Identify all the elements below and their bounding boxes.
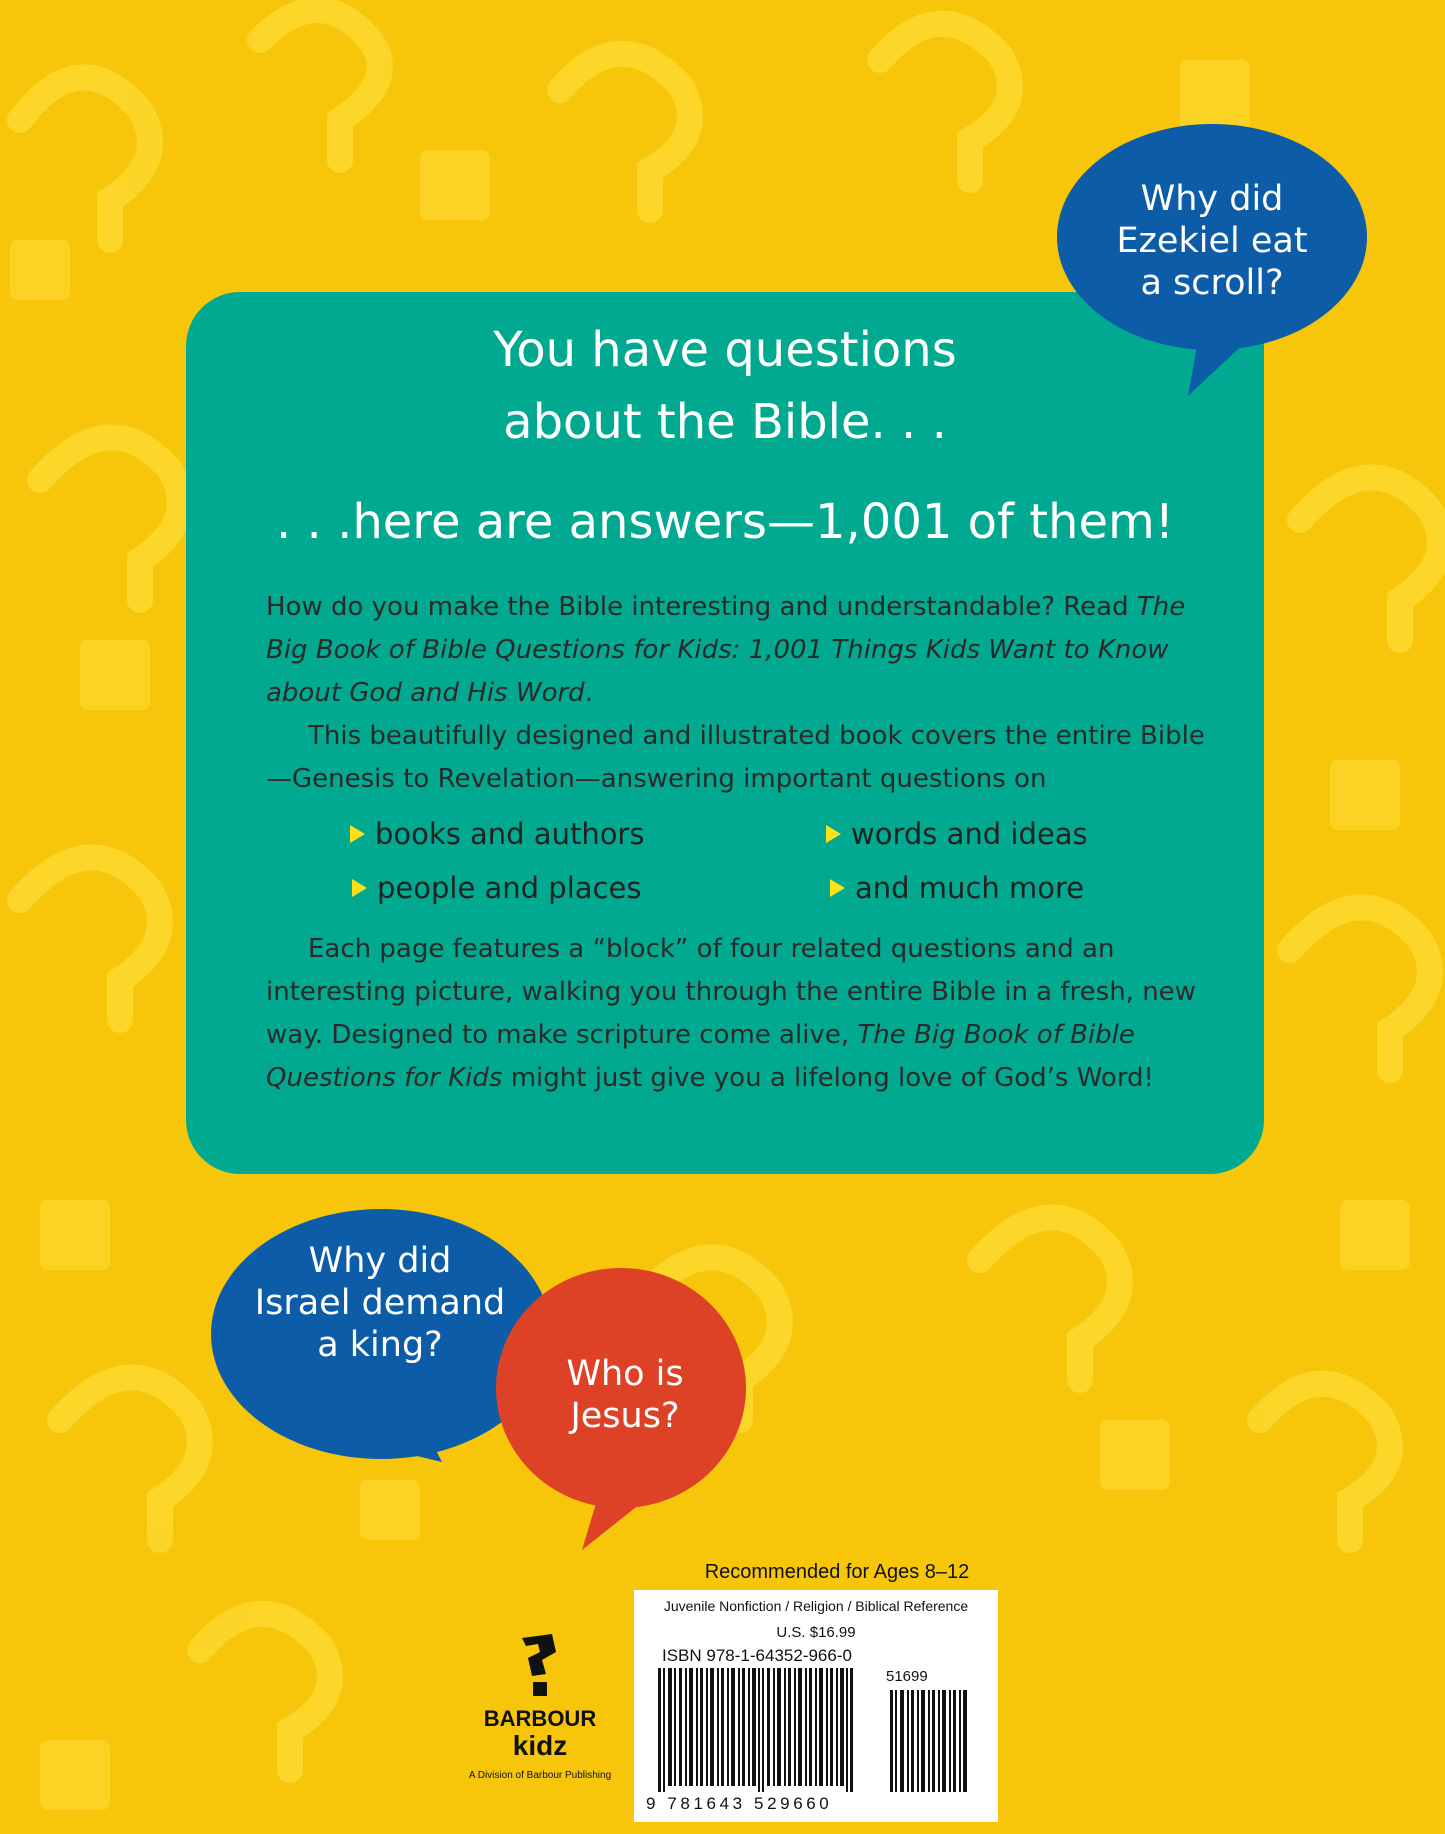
headline-line-3: . . .here are answers—1,001 of them! — [276, 494, 1174, 550]
price-code: 51699 — [886, 1668, 928, 1685]
question-ezekiel: Why did Ezekiel eat a scroll? — [1116, 179, 1308, 303]
age-recommendation: Recommended for Ages 8–12 — [704, 1561, 970, 1583]
publisher-name: BARBOUR — [483, 1706, 597, 1731]
bullet-item: people and places — [352, 868, 641, 908]
headline-line-1: You have questions — [493, 322, 957, 378]
price-line: U.S. $16.99 — [776, 1624, 856, 1641]
bullet-item: books and authors — [350, 814, 644, 854]
intro-text: How do you make the Bible interesting and understandable? Read — [266, 592, 1137, 622]
barcode — [634, 1590, 998, 1822]
barcode-box — [634, 1590, 998, 1822]
bullet-item: words and ideas — [826, 814, 1088, 854]
barcode-digits: 9 781643 529660 — [646, 1794, 833, 1813]
features-paragraph: Each page features a “block” of four related questions and an interesting picture, walking you through the entire Bible in a fresh, new way. Designed to make scripture come alive, The Big Book of Bible Questions for Kids might just give you a lifelong love of God’s Word! — [266, 934, 1196, 1093]
category-line: Juvenile Nonfiction / Religion / Biblical Reference — [663, 1598, 969, 1614]
publisher-division: A Division of Barbour Publishing — [468, 1770, 612, 1781]
coverage-paragraph: This beautifully designed and illustrated book covers the entire Bible—Genesis to Revelation—answering important questions on — [266, 721, 1205, 794]
publisher-logo — [440, 1630, 640, 1830]
intro-end: . — [584, 678, 593, 708]
book-title-full: The Big Book of Bible Questions for Kids: 1,001 Things Kids Want to Know about God and His Word — [266, 592, 1186, 708]
question-jesus: Who is Jesus? — [566, 1354, 684, 1436]
book-title: The Big Book of Bible Questions for Kids — [266, 1020, 1135, 1093]
isbn-text: ISBN 978-1-64352-966-0 — [662, 1646, 852, 1665]
bullet-item: and much more — [830, 868, 1084, 908]
publisher-imprint: kidz — [512, 1730, 568, 1761]
logo-question-mark-icon — [440, 1630, 640, 1708]
headline-line-2: about the Bible. . . — [503, 394, 947, 450]
question-israel: Why did Israel demand a king? — [254, 1241, 506, 1365]
